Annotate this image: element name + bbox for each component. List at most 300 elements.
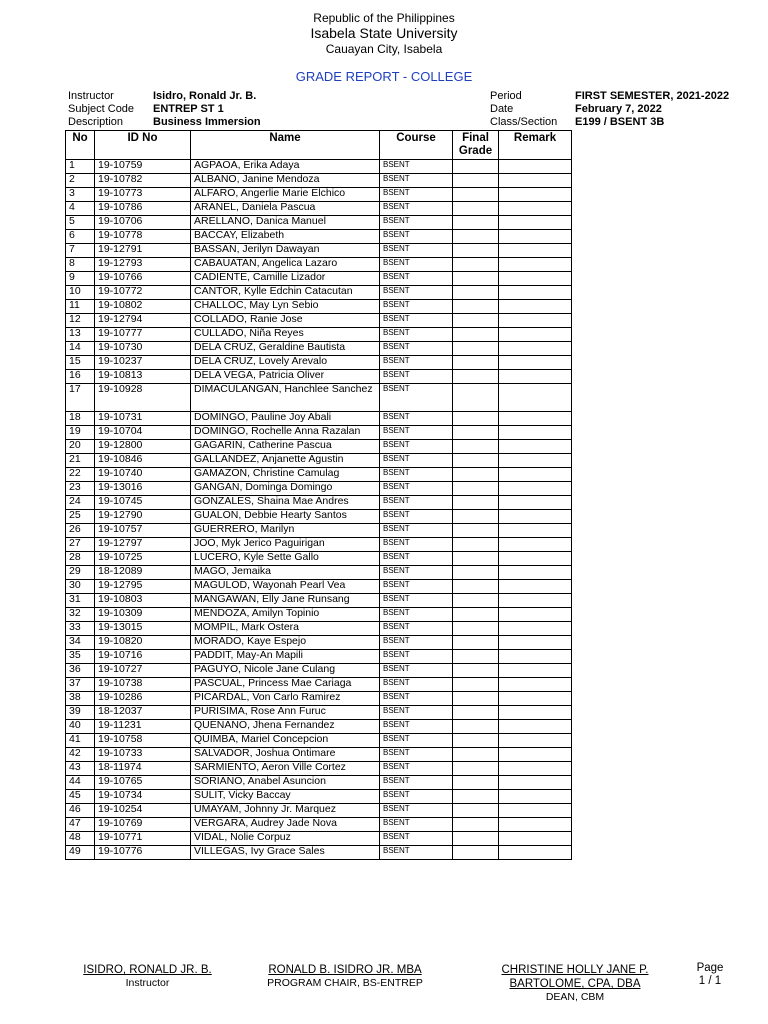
cell-course: BSENT [380, 314, 453, 328]
cell-course: BSENT [380, 692, 453, 706]
cell-remark [499, 370, 572, 384]
cell-final-grade [453, 790, 499, 804]
cell-final-grade [453, 216, 499, 230]
table-row [66, 608, 572, 622]
cell-final-grade [453, 608, 499, 622]
cell-no: 9 [66, 272, 95, 286]
cell-remark [499, 580, 572, 594]
cell-remark [499, 538, 572, 552]
cell-no: 21 [66, 454, 95, 468]
cell-remark [499, 272, 572, 286]
republic-header: Republic of the Philippines [313, 11, 455, 25]
cell-name: COLLADO, Ranie Jose [191, 314, 380, 328]
instructor-signature-name: ISIDRO, RONALD JR. B. [83, 964, 212, 976]
cell-course: BSENT [380, 706, 453, 720]
cell-no: 26 [66, 524, 95, 538]
cell-remark [499, 566, 572, 580]
cell-final-grade [453, 594, 499, 608]
cell-remark [499, 734, 572, 748]
cell-final-grade [453, 272, 499, 286]
cell-name: DELA CRUZ, Geraldine Bautista [191, 342, 380, 356]
cell-course: BSENT [380, 608, 453, 622]
cell-no: 14 [66, 342, 95, 356]
cell-no: 25 [66, 510, 95, 524]
cell-id-no: 19-10706 [95, 216, 191, 230]
header-final-grade-line1: Final [462, 132, 489, 144]
cell-course: BSENT [380, 300, 453, 314]
cell-id-no: 19-10766 [95, 272, 191, 286]
cell-course: BSENT [380, 370, 453, 384]
cell-id-no: 19-10778 [95, 230, 191, 244]
table-row [66, 622, 572, 636]
cell-course: BSENT [380, 776, 453, 790]
cell-remark [499, 692, 572, 706]
cell-final-grade [453, 748, 499, 762]
cell-final-grade [453, 510, 499, 524]
table-row [66, 370, 572, 384]
cell-final-grade [453, 328, 499, 342]
instructor-label: Instructor [68, 90, 114, 102]
cell-final-grade [453, 160, 499, 174]
table-row [66, 720, 572, 734]
cell-final-grade [453, 818, 499, 832]
cell-remark [499, 468, 572, 482]
cell-name: BACCAY, Elizabeth [191, 230, 380, 244]
cell-name: VERGARA, Audrey Jade Nova [191, 818, 380, 832]
table-row [66, 482, 572, 496]
cell-final-grade [453, 832, 499, 846]
subject-code-label: Subject Code [68, 103, 135, 115]
cell-id-no: 19-10716 [95, 650, 191, 664]
cell-final-grade [453, 580, 499, 594]
cell-remark [499, 790, 572, 804]
cell-id-no: 19-10731 [95, 412, 191, 426]
description-label: Description [68, 116, 124, 128]
cell-remark [499, 832, 572, 846]
table-row [66, 468, 572, 482]
chair-signature-name: RONALD B. ISIDRO JR. MBA [268, 964, 422, 976]
cell-final-grade [453, 482, 499, 496]
header-final-grade [453, 131, 499, 160]
cell-remark [499, 524, 572, 538]
date-label: Date [490, 103, 514, 115]
cell-id-no: 19-10254 [95, 804, 191, 818]
cell-id-no: 19-13015 [95, 622, 191, 636]
period-label: Period [490, 90, 522, 102]
cell-no: 16 [66, 370, 95, 384]
cell-name: DIMACULANGAN, Hanchlee Sanchez [191, 384, 380, 412]
cell-remark [499, 776, 572, 790]
instructor-signature-role: Instructor [125, 977, 170, 989]
cell-no: 29 [66, 566, 95, 580]
cell-course: BSENT [380, 412, 453, 426]
cell-no: 10 [66, 286, 95, 300]
cell-id-no: 19-10771 [95, 832, 191, 846]
table-row [66, 216, 572, 230]
cell-final-grade [453, 454, 499, 468]
cell-no: 43 [66, 762, 95, 776]
cell-final-grade [453, 692, 499, 706]
cell-id-no: 19-10757 [95, 524, 191, 538]
cell-course: BSENT [380, 342, 453, 356]
cell-id-no: 19-10286 [95, 692, 191, 706]
cell-course: BSENT [380, 244, 453, 258]
cell-remark [499, 510, 572, 524]
cell-course: BSENT [380, 636, 453, 650]
table-row [66, 846, 572, 860]
cell-course: BSENT [380, 524, 453, 538]
table-row [66, 356, 572, 370]
cell-no: 8 [66, 258, 95, 272]
cell-no: 27 [66, 538, 95, 552]
cell-id-no: 19-12794 [95, 314, 191, 328]
cell-no: 4 [66, 202, 95, 216]
cell-course: BSENT [380, 720, 453, 734]
cell-remark [499, 552, 572, 566]
table-row [66, 650, 572, 664]
cell-course: BSENT [380, 202, 453, 216]
meta-labels-left [68, 90, 134, 129]
date-value: February 7, 2022 [575, 103, 662, 115]
cell-id-no: 19-10738 [95, 678, 191, 692]
cell-remark [499, 412, 572, 426]
cell-remark [499, 846, 572, 860]
cell-remark [499, 804, 572, 818]
cell-remark [499, 748, 572, 762]
table-row [66, 818, 572, 832]
cell-remark [499, 440, 572, 454]
cell-remark [499, 314, 572, 328]
cell-no: 36 [66, 664, 95, 678]
table-row [66, 412, 572, 426]
cell-name: DOMINGO, Pauline Joy Abali [191, 412, 380, 426]
cell-no: 40 [66, 720, 95, 734]
cell-course: BSENT [380, 734, 453, 748]
cell-name: VIDAL, Nolie Corpuz [191, 832, 380, 846]
cell-final-grade [453, 174, 499, 188]
cell-name: PADDIT, May-An Mapili [191, 650, 380, 664]
cell-remark [499, 258, 572, 272]
cell-final-grade [453, 678, 499, 692]
cell-remark [499, 678, 572, 692]
table-row [66, 160, 572, 174]
university-city: Cauayan City, Isabela [325, 42, 443, 56]
cell-name: VILLEGAS, Ivy Grace Sales [191, 846, 380, 860]
cell-no: 2 [66, 174, 95, 188]
cell-remark [499, 664, 572, 678]
cell-course: BSENT [380, 230, 453, 244]
instructor-value: Isidro, Ronald Jr. B. [153, 90, 257, 102]
cell-no: 6 [66, 230, 95, 244]
table-row [66, 230, 572, 244]
cell-id-no: 19-12791 [95, 244, 191, 258]
table-row [66, 762, 572, 776]
cell-remark [499, 356, 572, 370]
header-name: Name [191, 131, 380, 160]
cell-remark [499, 482, 572, 496]
cell-name: GANGAN, Dominga Domingo [191, 482, 380, 496]
cell-remark [499, 426, 572, 440]
cell-remark [499, 328, 572, 342]
page-value: 1 / 1 [698, 975, 722, 987]
table-row [66, 426, 572, 440]
cell-remark [499, 174, 572, 188]
cell-course: BSENT [380, 748, 453, 762]
cell-name: AGPAOA, Erika Adaya [191, 160, 380, 174]
table-row [66, 804, 572, 818]
header-id-no: ID No [95, 131, 191, 160]
table-row [66, 440, 572, 454]
cell-name: DOMINGO, Rochelle Anna Razalan [191, 426, 380, 440]
cell-id-no: 18-11974 [95, 762, 191, 776]
cell-remark [499, 594, 572, 608]
cell-id-no: 19-10769 [95, 818, 191, 832]
cell-id-no: 19-12795 [95, 580, 191, 594]
cell-id-no: 19-13016 [95, 482, 191, 496]
cell-no: 7 [66, 244, 95, 258]
cell-name: GAGARIN, Catherine Pascua [191, 440, 380, 454]
table-row [66, 524, 572, 538]
table-row [66, 314, 572, 328]
cell-id-no: 19-10777 [95, 328, 191, 342]
cell-course: BSENT [380, 468, 453, 482]
cell-final-grade [453, 804, 499, 818]
cell-name: GONZALES, Shaina Mae Andres [191, 496, 380, 510]
cell-course: BSENT [380, 678, 453, 692]
cell-id-no: 19-10758 [95, 734, 191, 748]
dean-signature [490, 963, 660, 1004]
cell-id-no: 19-10740 [95, 468, 191, 482]
cell-name: JOO, Myk Jerico Paguirigan [191, 538, 380, 552]
cell-final-grade [453, 370, 499, 384]
table-row [66, 300, 572, 314]
cell-remark [499, 650, 572, 664]
cell-remark [499, 342, 572, 356]
cell-course: BSENT [380, 328, 453, 342]
meta-labels-right [490, 90, 557, 129]
cell-name: SORIANO, Anabel Asuncion [191, 776, 380, 790]
table-row [66, 384, 572, 412]
cell-no: 31 [66, 594, 95, 608]
table-row [66, 706, 572, 720]
cell-final-grade [453, 538, 499, 552]
cell-id-no: 19-10733 [95, 748, 191, 762]
cell-course: BSENT [380, 622, 453, 636]
meta-values-right [575, 90, 729, 129]
cell-course: BSENT [380, 818, 453, 832]
cell-no: 19 [66, 426, 95, 440]
table-header-row [66, 131, 572, 160]
cell-final-grade [453, 342, 499, 356]
cell-id-no: 19-10730 [95, 342, 191, 356]
cell-id-no: 19-10803 [95, 594, 191, 608]
cell-name: GUERRERO, Marilyn [191, 524, 380, 538]
table-row [66, 580, 572, 594]
cell-final-grade [453, 314, 499, 328]
cell-name: MAGULOD, Wayonah Pearl Vea [191, 580, 380, 594]
cell-remark [499, 230, 572, 244]
cell-remark [499, 454, 572, 468]
cell-name: BASSAN, Jerilyn Dawayan [191, 244, 380, 258]
page-indicator [690, 962, 730, 988]
subject-code-value: ENTREP ST 1 [153, 103, 224, 115]
cell-no: 42 [66, 748, 95, 762]
cell-id-no: 19-10725 [95, 552, 191, 566]
report-title: GRADE REPORT - COLLEGE [295, 69, 473, 84]
cell-final-grade [453, 762, 499, 776]
cell-id-no: 19-11231 [95, 720, 191, 734]
cell-name: UMAYAM, Johnny Jr. Marquez [191, 804, 380, 818]
cell-id-no: 19-10846 [95, 454, 191, 468]
cell-final-grade [453, 706, 499, 720]
instructor-signature [70, 963, 225, 990]
cell-course: BSENT [380, 384, 453, 412]
cell-course: BSENT [380, 832, 453, 846]
cell-id-no: 19-10786 [95, 202, 191, 216]
cell-final-grade [453, 636, 499, 650]
cell-final-grade [453, 412, 499, 426]
cell-id-no: 19-10759 [95, 160, 191, 174]
cell-no: 30 [66, 580, 95, 594]
cell-course: BSENT [380, 258, 453, 272]
cell-remark [499, 720, 572, 734]
chair-signature-role: PROGRAM CHAIR, BS-ENTREP [267, 977, 423, 989]
cell-name: SARMIENTO, Aeron Ville Cortez [191, 762, 380, 776]
table-row [66, 496, 572, 510]
cell-remark [499, 384, 572, 412]
cell-no: 45 [66, 790, 95, 804]
cell-final-grade [453, 720, 499, 734]
cell-final-grade [453, 356, 499, 370]
cell-id-no: 19-10802 [95, 300, 191, 314]
cell-final-grade [453, 776, 499, 790]
header-no: No [66, 131, 95, 160]
cell-remark [499, 202, 572, 216]
header-course: Course [380, 131, 453, 160]
cell-id-no: 19-10765 [95, 776, 191, 790]
cell-name: ALBANO, Janine Mendoza [191, 174, 380, 188]
table-row [66, 566, 572, 580]
cell-final-grade [453, 566, 499, 580]
period-value: FIRST SEMESTER, 2021-2022 [575, 90, 730, 102]
cell-no: 41 [66, 734, 95, 748]
class-section-label: Class/Section [490, 116, 558, 128]
table-row [66, 790, 572, 804]
table-body [66, 160, 572, 860]
cell-id-no: 19-12793 [95, 258, 191, 272]
cell-name: DELA VEGA, Patricia Oliver [191, 370, 380, 384]
cell-no: 33 [66, 622, 95, 636]
cell-remark [499, 636, 572, 650]
cell-name: ALFARO, Angerlie Marie Elchico [191, 188, 380, 202]
cell-no: 32 [66, 608, 95, 622]
cell-course: BSENT [380, 538, 453, 552]
cell-no: 38 [66, 692, 95, 706]
chair-signature [255, 963, 435, 990]
cell-remark [499, 622, 572, 636]
cell-name: CABAUATAN, Angelica Lazaro [191, 258, 380, 272]
cell-final-grade [453, 202, 499, 216]
cell-id-no: 19-10734 [95, 790, 191, 804]
cell-course: BSENT [380, 580, 453, 594]
cell-course: BSENT [380, 216, 453, 230]
page-label: Page [696, 962, 724, 974]
cell-course: BSENT [380, 356, 453, 370]
table-row [66, 202, 572, 216]
cell-final-grade [453, 426, 499, 440]
cell-name: MORADO, Kaye Espejo [191, 636, 380, 650]
table-row [66, 188, 572, 202]
cell-course: BSENT [380, 650, 453, 664]
table-row [66, 538, 572, 552]
cell-name: SULIT, Vicky Baccay [191, 790, 380, 804]
cell-course: BSENT [380, 440, 453, 454]
cell-final-grade [453, 300, 499, 314]
cell-remark [499, 706, 572, 720]
table-row [66, 244, 572, 258]
cell-remark [499, 818, 572, 832]
grades-table [65, 130, 572, 860]
cell-final-grade [453, 622, 499, 636]
table-row [66, 272, 572, 286]
cell-course: BSENT [380, 174, 453, 188]
table-row [66, 328, 572, 342]
cell-no: 1 [66, 160, 95, 174]
cell-course: BSENT [380, 594, 453, 608]
cell-remark [499, 188, 572, 202]
cell-no: 22 [66, 468, 95, 482]
class-section-value: E199 / BSENT 3B [575, 116, 665, 128]
cell-course: BSENT [380, 552, 453, 566]
cell-course: BSENT [380, 160, 453, 174]
cell-final-grade [453, 552, 499, 566]
cell-no: 39 [66, 706, 95, 720]
cell-remark [499, 244, 572, 258]
cell-no: 18 [66, 412, 95, 426]
cell-name: PURISIMA, Rose Ann Furuc [191, 706, 380, 720]
cell-name: PICARDAL, Von Carlo Ramirez [191, 692, 380, 706]
cell-course: BSENT [380, 762, 453, 776]
cell-id-no: 19-10237 [95, 356, 191, 370]
cell-final-grade [453, 230, 499, 244]
cell-course: BSENT [380, 496, 453, 510]
cell-name: GALLANDEZ, Anjanette Agustin [191, 454, 380, 468]
cell-name: PAGUYO, Nicole Jane Culang [191, 664, 380, 678]
cell-course: BSENT [380, 790, 453, 804]
table-row [66, 286, 572, 300]
table-row [66, 692, 572, 706]
cell-course: BSENT [380, 272, 453, 286]
cell-id-no: 19-10773 [95, 188, 191, 202]
cell-name: PASCUAL, Princess Mae Cariaga [191, 678, 380, 692]
dean-signature-name-line1: CHRISTINE HOLLY JANE P. [501, 964, 649, 976]
cell-no: 37 [66, 678, 95, 692]
cell-id-no: 19-12797 [95, 538, 191, 552]
cell-course: BSENT [380, 286, 453, 300]
cell-no: 35 [66, 650, 95, 664]
cell-final-grade [453, 468, 499, 482]
cell-final-grade [453, 496, 499, 510]
cell-no: 17 [66, 384, 95, 412]
table-row [66, 678, 572, 692]
cell-no: 20 [66, 440, 95, 454]
cell-name: CULLADO, Niña Reyes [191, 328, 380, 342]
table-row [66, 636, 572, 650]
cell-id-no: 19-10704 [95, 426, 191, 440]
cell-id-no: 19-10309 [95, 608, 191, 622]
table-row [66, 776, 572, 790]
cell-id-no: 19-10727 [95, 664, 191, 678]
